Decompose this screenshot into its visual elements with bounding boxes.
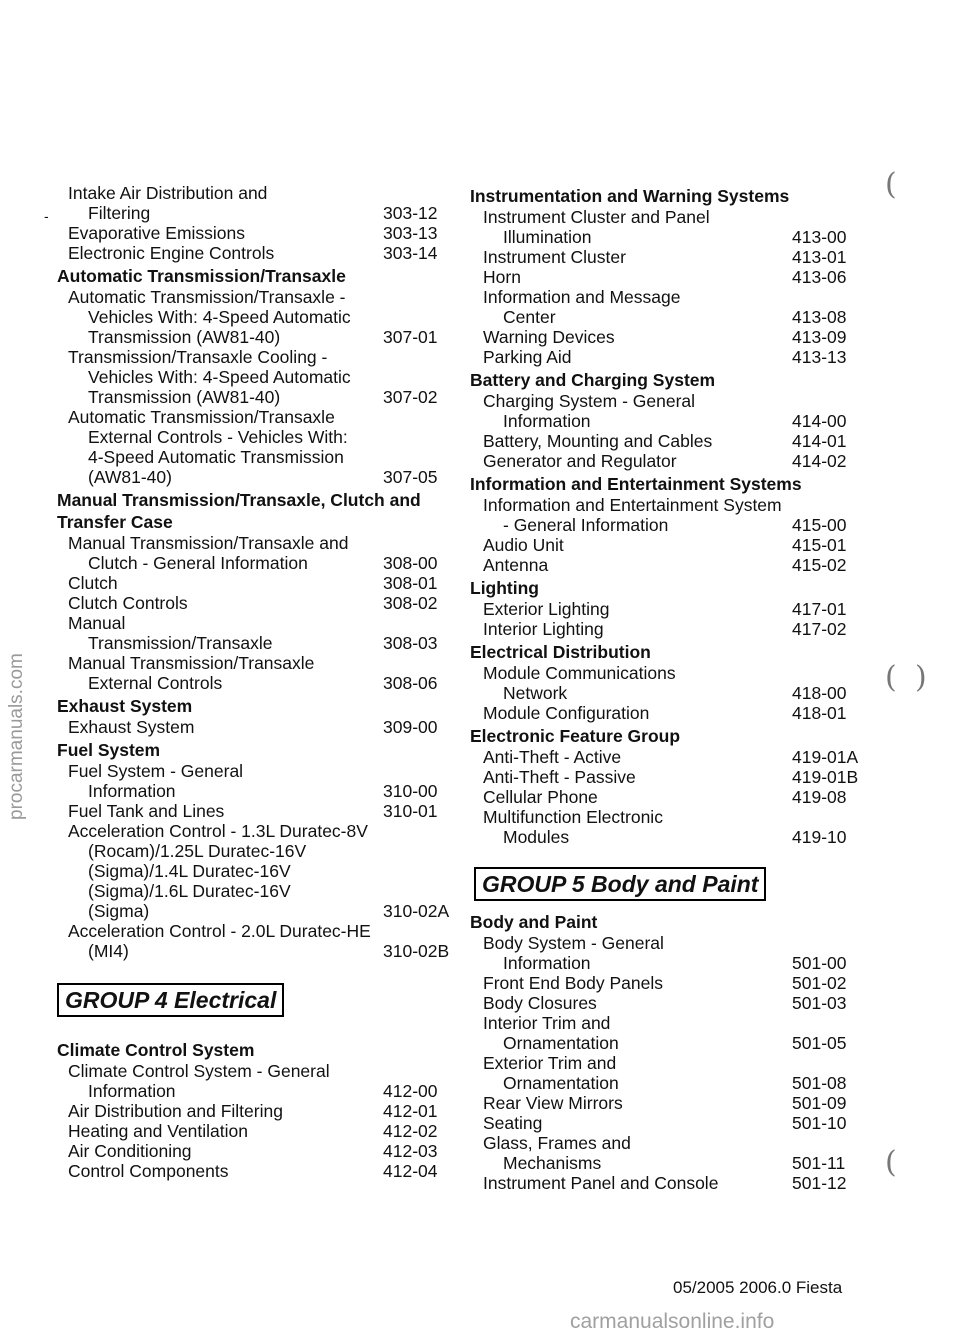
toc-entry-code: 310-00 <box>383 781 438 801</box>
toc-entry-code: 413-00 <box>792 227 847 247</box>
toc-entry-title: Information <box>88 781 176 801</box>
toc-entry-title: Manual Transmission/Transaxle and <box>68 533 349 553</box>
toc-entry <box>470 431 870 451</box>
toc-entry-title: Clutch Controls <box>68 593 188 613</box>
toc-entry <box>470 1173 870 1193</box>
toc-entry <box>470 663 870 703</box>
toc-entry <box>470 807 870 847</box>
toc-entry <box>57 653 457 693</box>
toc-entry <box>57 223 457 243</box>
toc-entry-code: 414-02 <box>792 451 847 471</box>
toc-entry-title: Front End Body Panels <box>483 973 663 993</box>
section-heading: Battery and Charging System <box>470 370 716 390</box>
toc-entry <box>470 933 870 973</box>
toc-entry-title: External Controls <box>88 673 223 693</box>
toc-entry <box>57 921 457 961</box>
toc-entry-title: Parking Aid <box>483 347 572 367</box>
toc-entry <box>470 767 870 787</box>
toc-entry-code: 310-02B <box>383 941 450 961</box>
toc-entry <box>470 1053 870 1093</box>
toc-entry-title: Interior Lighting <box>483 619 604 639</box>
toc-entry-title: Charging System - General <box>483 391 696 411</box>
toc-entry <box>470 703 870 723</box>
toc-entry-code: 415-02 <box>792 555 847 575</box>
toc-entry-code: 413-01 <box>792 247 847 267</box>
toc-entry-code: 501-00 <box>792 953 847 973</box>
right-column <box>470 183 870 1193</box>
toc-entry-code: 501-05 <box>792 1033 847 1053</box>
toc-entry <box>57 1061 457 1101</box>
toc-entry-title: Fuel System - General <box>68 761 244 781</box>
toc-entry-title: - General Information <box>503 515 669 535</box>
toc-entry <box>57 407 457 487</box>
toc-entry-title: Module Communications <box>483 663 676 683</box>
toc-entry-code: 310-02A <box>383 901 450 921</box>
toc-entry <box>57 821 457 921</box>
toc-entry-title: Cellular Phone <box>483 787 598 807</box>
toc-entry <box>57 287 457 347</box>
toc-entry-code: 415-01 <box>792 535 847 555</box>
toc-entry-title: Exhaust System <box>68 717 195 737</box>
toc-entry-title: Interior Trim and <box>483 1013 611 1033</box>
toc-entry-title: Transmission/Transaxle Cooling - <box>68 347 328 367</box>
toc-entry-title: Transmission (AW81-40) <box>88 327 281 347</box>
toc-entry-title: External Controls - Vehicles With: <box>88 427 348 447</box>
toc-entry-title: Illumination <box>503 227 592 247</box>
toc-entry-title: Information and Message <box>483 287 681 307</box>
toc-entry-title: Air Distribution and Filtering <box>68 1101 283 1121</box>
toc-entry-title: Automatic Transmission/Transaxle <box>68 407 335 427</box>
toc-entry <box>470 1013 870 1053</box>
toc-entry <box>470 207 870 247</box>
toc-entry-code: 308-02 <box>383 593 438 613</box>
toc-entry-code: 501-12 <box>792 1173 847 1193</box>
toc-entry-title: Vehicles With: 4-Speed Automatic <box>88 367 351 387</box>
toc-entry-code: 413-09 <box>792 327 847 347</box>
toc-entry-title: Air Conditioning <box>68 1141 192 1161</box>
toc-entry <box>470 451 870 471</box>
toc-entry-code: 308-03 <box>383 633 438 653</box>
toc-entry-title: Transmission (AW81-40) <box>88 387 281 407</box>
section-heading: Fuel System <box>57 740 161 760</box>
toc-entry-title: Manual <box>68 613 126 633</box>
toc-entry-title: Ornamentation <box>503 1073 619 1093</box>
toc-entry-code: 501-09 <box>792 1093 847 1113</box>
toc-entry <box>470 747 870 767</box>
toc-entry <box>470 1093 870 1113</box>
toc-entry-code: 413-08 <box>792 307 847 327</box>
toc-entry <box>57 1121 457 1141</box>
toc-entry-title: Module Configuration <box>483 703 650 723</box>
toc-entry <box>470 619 870 639</box>
section-heading: Exhaust System <box>57 696 193 716</box>
toc-entry <box>57 183 457 223</box>
toc-entry <box>57 347 457 407</box>
toc-entry <box>57 717 457 737</box>
toc-entry <box>470 599 870 619</box>
toc-entry-title: Horn <box>483 267 521 287</box>
toc-entry-title: Instrument Panel and Console <box>483 1173 719 1193</box>
toc-entry <box>57 243 457 263</box>
toc-entry-title: Vehicles With: 4-Speed Automatic <box>88 307 351 327</box>
toc-entry-title: (AW81-40) <box>88 467 172 487</box>
toc-entry <box>57 801 457 821</box>
toc-entry-title: Acceleration Control - 2.0L Duratec-HE <box>68 921 371 941</box>
toc-entry-code: 413-13 <box>792 347 847 367</box>
toc-entry-title: Clutch - General Information <box>88 553 308 573</box>
toc-entry-title: Seating <box>483 1113 543 1133</box>
watermark-left-text: procarmanuals.com <box>6 653 27 820</box>
toc-entry-title: Manual Transmission/Transaxle <box>68 653 315 673</box>
toc-entry-title: Exterior Lighting <box>483 599 610 619</box>
toc-entry-title: Transmission/Transaxle <box>88 633 273 653</box>
toc-entry-title: Heating and Ventilation <box>68 1121 248 1141</box>
binder-hole-mark-top: ( <box>885 167 897 202</box>
toc-entry-title: Fuel Tank and Lines <box>68 801 225 821</box>
toc-entry-title: Glass, Frames and <box>483 1133 631 1153</box>
toc-entry-title: Audio Unit <box>483 535 564 555</box>
toc-entry-code: 415-00 <box>792 515 847 535</box>
toc-entry-title: Information <box>503 411 591 431</box>
toc-entry-code: 417-02 <box>792 619 847 639</box>
toc-entry <box>470 267 870 287</box>
toc-entry-title: Filtering <box>88 203 151 223</box>
toc-entry-code: 308-00 <box>383 553 438 573</box>
section-heading: Instrumentation and Warning Systems <box>470 186 790 206</box>
toc-entry-title: Generator and Regulator <box>483 451 677 471</box>
toc-entry-code: 412-03 <box>383 1141 438 1161</box>
toc-entry <box>470 327 870 347</box>
toc-entry <box>57 533 457 573</box>
toc-entry-title: (MI4) <box>88 941 129 961</box>
toc-entry-title: Antenna <box>483 555 549 575</box>
group-heading: GROUP 5 Body and Paint <box>474 867 766 901</box>
section-heading: Lighting <box>470 578 540 598</box>
toc-entry <box>470 535 870 555</box>
toc-entry-title: Network <box>503 683 568 703</box>
section-heading: Body and Paint <box>470 912 598 932</box>
toc-entry-code: 501-02 <box>792 973 847 993</box>
toc-entry <box>57 593 457 613</box>
toc-entry-code: 412-02 <box>383 1121 438 1141</box>
section-heading: Information and Entertainment Systems <box>470 474 802 494</box>
binder-hole-mark-middle: ( <box>885 660 897 695</box>
toc-entry-title: Control Components <box>68 1161 229 1181</box>
toc-entry-title: Body System - General <box>483 933 664 953</box>
toc-entry-code: 418-00 <box>792 683 847 703</box>
toc-entry-code: 419-01B <box>792 767 859 787</box>
toc-entry-code: 501-08 <box>792 1073 847 1093</box>
binder-hole-mark-middle-close: ) <box>915 660 927 695</box>
toc-entry <box>57 613 457 653</box>
toc-entry-code: 303-14 <box>383 243 438 263</box>
toc-entry-title: Automatic Transmission/Transaxle - <box>68 287 346 307</box>
stray-mark: - <box>44 208 49 224</box>
toc-entry-code: 417-01 <box>792 599 847 619</box>
toc-entry-title: Climate Control System - General <box>68 1061 330 1081</box>
toc-entry-title: (Sigma)/1.6L Duratec-16V <box>88 881 291 901</box>
toc-entry-title: Clutch <box>68 573 118 593</box>
toc-entry-title: Information and Entertainment System <box>483 495 782 515</box>
toc-entry-code: 414-01 <box>792 431 847 451</box>
toc-entry-title: Instrument Cluster <box>483 247 626 267</box>
watermark-left <box>0 500 38 820</box>
toc-entry <box>470 495 870 535</box>
toc-entry <box>57 761 457 801</box>
toc-entry-code: 419-10 <box>792 827 847 847</box>
toc-entry-title: Anti-Theft - Passive <box>483 767 636 787</box>
section-heading: Automatic Transmission/Transaxle <box>57 266 346 286</box>
toc-entry-title: Anti-Theft - Active <box>483 747 622 767</box>
toc-entry <box>470 1133 870 1173</box>
toc-entry-title: Information <box>88 1081 176 1101</box>
toc-entry-title: Mechanisms <box>503 1153 602 1173</box>
watermark-bottom: carmanualsonline.info <box>570 1310 775 1333</box>
toc-entry <box>470 1113 870 1133</box>
toc-entry-title: Intake Air Distribution and <box>68 183 268 203</box>
toc-entry <box>470 787 870 807</box>
toc-entry-title: Exterior Trim and <box>483 1053 617 1073</box>
toc-entry-title: Modules <box>503 827 570 847</box>
group-heading: GROUP 4 Electrical <box>57 983 284 1017</box>
left-column <box>57 183 457 1181</box>
toc-entry-title: (Sigma) <box>88 901 150 921</box>
toc-entry-title: Electronic Engine Controls <box>68 243 275 263</box>
toc-entry <box>470 347 870 367</box>
section-heading: Electronic Feature Group <box>470 726 681 746</box>
toc-entry-code: 307-05 <box>383 467 438 487</box>
toc-entry <box>57 573 457 593</box>
toc-entry-title: (Sigma)/1.4L Duratec-16V <box>88 861 291 881</box>
toc-entry-title: Instrument Cluster and Panel <box>483 207 710 227</box>
toc-entry-code: 303-12 <box>383 203 438 223</box>
toc-entry <box>57 1141 457 1161</box>
toc-entry-title: Evaporative Emissions <box>68 223 246 243</box>
toc-entry-title: Information <box>503 953 591 973</box>
page-footer: 05/2005 2006.0 Fiesta <box>673 1278 843 1297</box>
toc-entry-code: 307-01 <box>383 327 438 347</box>
section-heading: Manual Transmission/Transaxle, Clutch and Transfer Case <box>57 490 421 532</box>
toc-entry-code: 501-03 <box>792 993 847 1013</box>
binder-hole-mark-bottom: ( <box>885 1145 897 1180</box>
toc-entry <box>470 555 870 575</box>
toc-entry-code: 308-01 <box>383 573 438 593</box>
toc-entry-title: Center <box>503 307 556 327</box>
toc-entry-code: 419-01A <box>792 747 859 767</box>
toc-entry-code: 309-00 <box>383 717 438 737</box>
toc-entry-title: Multifunction Electronic <box>483 807 663 827</box>
toc-entry <box>470 247 870 267</box>
toc-entry-code: 303-13 <box>383 223 438 243</box>
toc-entry-code: 501-10 <box>792 1113 847 1133</box>
toc-entry-title: Warning Devices <box>483 327 615 347</box>
toc-entry-code: 412-00 <box>383 1081 438 1101</box>
toc-entry-title: Acceleration Control - 1.3L Duratec-8V <box>68 821 368 841</box>
toc-entry-code: 501-11 <box>792 1153 846 1173</box>
toc-entry-code: 413-06 <box>792 267 847 287</box>
toc-entry <box>57 1101 457 1121</box>
toc-entry-code: 310-01 <box>383 801 438 821</box>
toc-entry <box>470 391 870 431</box>
section-heading: Electrical Distribution <box>470 642 651 662</box>
toc-entry <box>470 287 870 327</box>
toc-entry <box>57 1161 457 1181</box>
section-heading: Climate Control System <box>57 1040 255 1060</box>
toc-entry-code: 414-00 <box>792 411 847 431</box>
toc-entry-title: Body Closures <box>483 993 597 1013</box>
toc-entry-title: (Rocam)/1.25L Duratec-16V <box>88 841 307 861</box>
toc-entry <box>470 993 870 1013</box>
toc-entry-title: Ornamentation <box>503 1033 619 1053</box>
toc-entry-code: 308-06 <box>383 673 438 693</box>
toc-entry-code: 419-08 <box>792 787 847 807</box>
toc-entry-code: 412-01 <box>383 1101 438 1121</box>
toc-entry-code: 412-04 <box>383 1161 438 1181</box>
toc-entry-code: 418-01 <box>792 703 847 723</box>
toc-entry-code: 307-02 <box>383 387 438 407</box>
toc-entry <box>470 973 870 993</box>
toc-entry-title: 4-Speed Automatic Transmission <box>88 447 344 467</box>
toc-entry-title: Battery, Mounting and Cables <box>483 431 713 451</box>
toc-entry-title: Rear View Mirrors <box>483 1093 623 1113</box>
